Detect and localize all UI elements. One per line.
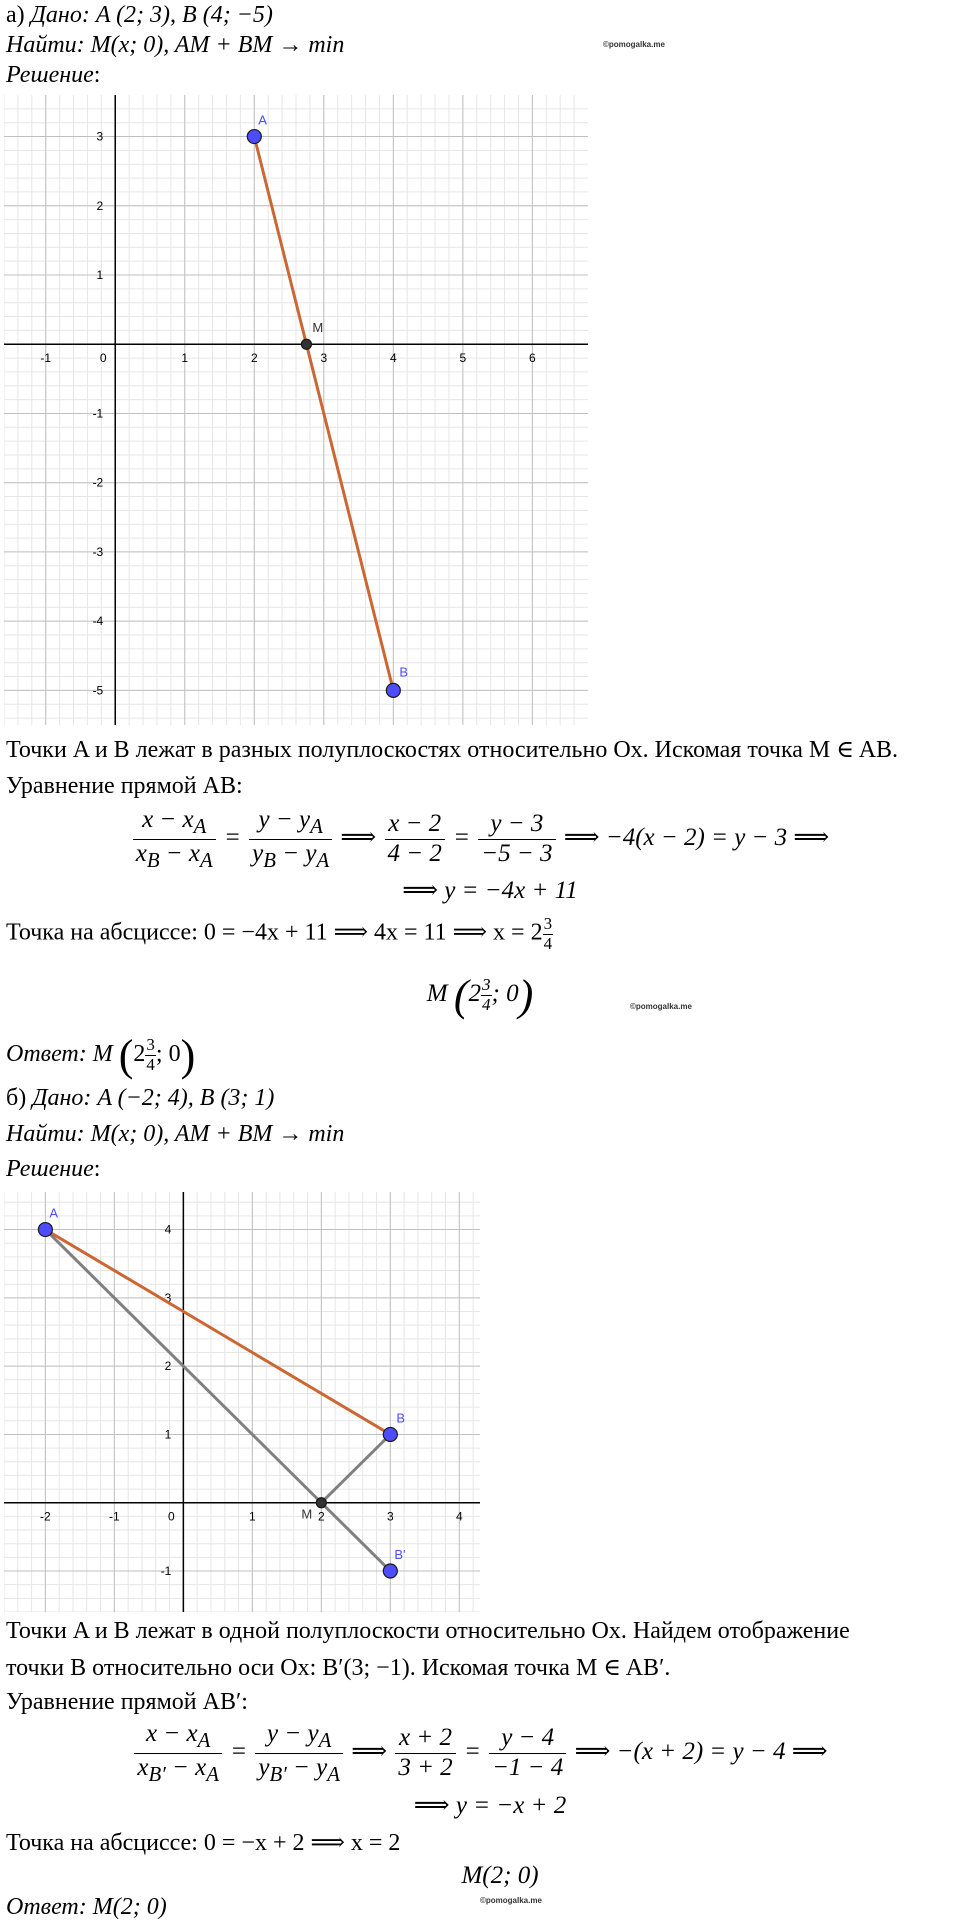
part-a-solution	[6, 62, 100, 89]
x-tick-label: -2	[40, 1509, 51, 1524]
point-label: A	[258, 112, 267, 128]
find-text: : M(x; 0), AM + BM → min	[76, 32, 345, 58]
x-tick-label: 0	[99, 351, 107, 366]
part-b-text2: точки B относительно оси Ox: B′(3; −1). Искомая точка M ∈ AB′.	[6, 1655, 671, 1681]
x-tick-label: 2	[250, 351, 258, 366]
solution-colon: :	[93, 62, 101, 88]
point-M	[301, 339, 311, 349]
point-B'	[383, 1564, 397, 1578]
x-tick-label: 3	[320, 351, 328, 366]
part-b-coordinate-plot	[4, 1192, 480, 1612]
point-label: M	[312, 320, 324, 336]
point-B	[383, 1427, 397, 1441]
part-b-answer: Ответ: M(2; 0)	[6, 1894, 167, 1920]
part-a-given	[6, 2, 273, 29]
x-tick-label: -1	[109, 1509, 120, 1524]
y-tick-label: 4	[164, 1222, 172, 1237]
x-tick-label: -1	[40, 351, 52, 366]
fraction: $\frac{y - 3}{-5 - 3}$	[478, 810, 555, 869]
x-tick-label: 1	[181, 351, 189, 366]
part-a-m-point: M (2 $\frac{3}{4}$ ; 0)	[426, 971, 534, 1020]
x-tick-label: 0	[168, 1509, 175, 1524]
segment-MB	[321, 1434, 390, 1502]
watermark: ©pomogalka.me	[630, 1002, 692, 1011]
y-tick-label: 3	[164, 1290, 172, 1305]
point-label: B	[399, 664, 409, 680]
part-a-answer: Ответ: M (2 $\frac{3}{4}$ ; 0)	[6, 1031, 196, 1080]
y-tick-label: 1	[96, 268, 104, 282]
x-tick-label: 4	[389, 351, 397, 366]
part-b-equation-line2: ⟹ y = −x + 2	[413, 1792, 567, 1819]
y-tick-label: -1	[92, 406, 104, 421]
point-B	[386, 683, 400, 697]
segment-AB	[45, 1230, 390, 1435]
fraction: $\frac{x - x_A}{x_B - x_A}$	[133, 806, 216, 873]
x-tick-label: 5	[459, 351, 467, 366]
fraction: $\frac{x - 2}{4 - 2}$	[385, 810, 445, 869]
part-a-coordinate-plot	[4, 95, 588, 725]
watermark: ©pomogalka.me	[603, 40, 665, 49]
fraction: $\frac{3}{4}$	[543, 914, 553, 953]
fraction: $\frac{y - y_A}{y_B - y_A}$	[249, 806, 332, 873]
watermark: ©pomogalka.me	[480, 1896, 542, 1905]
y-tick-label: 1	[164, 1427, 172, 1442]
y-tick-label: 2	[96, 198, 104, 213]
y-tick-label: -1	[160, 1564, 172, 1579]
part-a-find	[6, 32, 344, 59]
y-tick-label: 3	[96, 129, 104, 144]
part-b-text1: Точки A и B лежат в одной полуплоскости относительно Ox. Найдем отображение	[6, 1618, 850, 1644]
fraction: $\frac{x + 2}{3 + 2}$	[395, 1724, 455, 1783]
part-a-abscissa: Точка на абсциссе: 0 = −4x + 11 ⟹ 4x = 11 ⟹ x = 2 $\frac{3}{4}$	[6, 914, 553, 953]
part-a-text2: Уравнение прямой AB:	[6, 773, 243, 799]
point-A	[38, 1223, 52, 1237]
part-b-solution: Решение:	[6, 1156, 101, 1182]
part-b-find: Найти: M(x; 0), AM + BM → min	[6, 1121, 345, 1147]
x-tick-label: 1	[249, 1509, 256, 1524]
point-label: M	[301, 1506, 313, 1522]
part-a-text1: Точки A и B лежат в разных полуплоскостях относительно Ox. Искомая точка M ∈ AB.	[6, 737, 899, 763]
y-tick-label: -2	[92, 475, 104, 490]
x-tick-label: 6	[529, 351, 536, 366]
part-b-given: б) Дано: A (−2; 4), B (3; 1)	[6, 1085, 275, 1111]
find-word: Найти	[6, 32, 77, 58]
part-b-m-point: M(2; 0)	[461, 1862, 539, 1889]
part-b-text3: Уравнение прямой AB′:	[6, 1689, 248, 1715]
y-tick-label: 2	[164, 1359, 172, 1374]
x-tick-label: 4	[455, 1509, 463, 1524]
given-text: : A (2; 3), B (4; −5)	[81, 2, 273, 28]
segment-AB'	[45, 1230, 390, 1571]
solution-word: Решение	[6, 62, 94, 88]
fraction: $\frac{3}{4}$	[146, 1035, 155, 1074]
fraction: $\frac{y - 4}{-1 - 4}$	[489, 1724, 566, 1783]
point-label: B'	[394, 1547, 406, 1563]
fraction: $\frac{3}{4}$	[482, 975, 491, 1014]
part-b-abscissa: Точка на абсциссе: 0 = −x + 2 ⟹ x = 2	[6, 1830, 401, 1856]
point-label: A	[49, 1205, 59, 1221]
y-tick-label: -5	[92, 683, 104, 698]
x-tick-label: 2	[317, 1509, 325, 1524]
y-tick-label: -4	[92, 614, 104, 629]
x-tick-label: 3	[386, 1509, 394, 1524]
point-label: B	[396, 1410, 405, 1426]
fraction: $\frac{y - y_A}{y_{B'} - y_A}$	[255, 1720, 343, 1787]
part-a-equation-line2: ⟹ y = −4x + 11	[402, 877, 578, 904]
point-M	[316, 1498, 326, 1508]
y-tick-label: -3	[92, 544, 104, 559]
part-b-equation-line1: $\frac{x - x_A}{x_{B'} - x_A}$ = $\frac{y - y_A}{y_{B'} - y_A}$ ⟹ $\frac{x + 2}{3 + 2}$ = $\frac{y - 4}{-1 - 4}$ ⟹ −(x + 2) = y − 4 ⟹	[0, 1720, 960, 1787]
part-a-label: а)	[6, 2, 25, 28]
point-A	[247, 130, 261, 144]
given-word: Дано	[30, 2, 82, 28]
fraction: $\frac{x - x_A}{x_{B'} - x_A}$	[134, 1720, 222, 1787]
part-a-equation-line1: $\frac{x - x_A}{x_B - x_A}$ = $\frac{y - y_A}{y_B - y_A}$ ⟹ $\frac{x - 2}{4 - 2}$ = $\frac{y - 3}{-5 - 3}$ ⟹ −4(x − 2) = y − 3 ⟹	[0, 806, 960, 873]
